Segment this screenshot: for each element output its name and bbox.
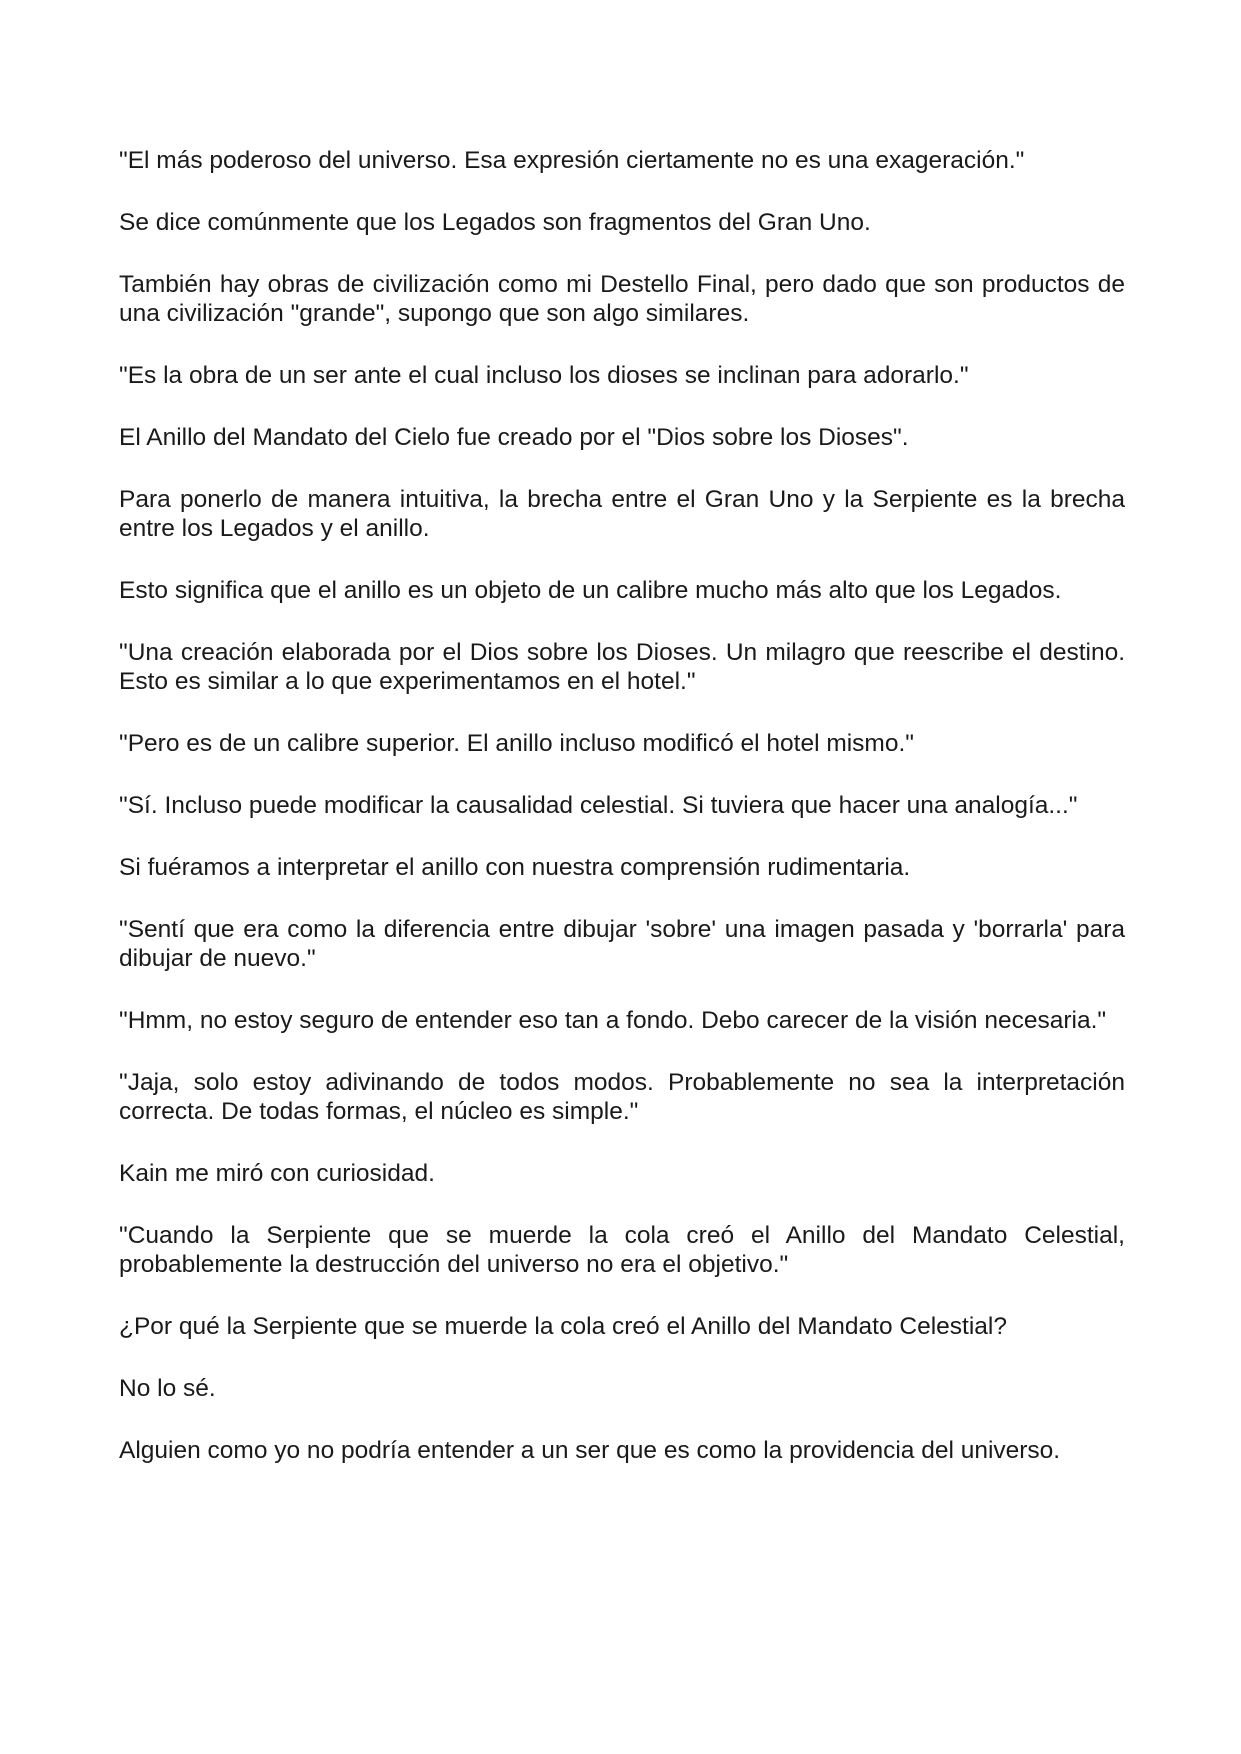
paragraph: Kain me miró con curiosidad. (119, 1160, 435, 1187)
paragraph: "Es la obra de un ser ante el cual incluso los dioses se inclinan para adorarlo." (119, 362, 969, 389)
paragraph: El Anillo del Mandato del Cielo fue creado por el "Dios sobre los Dioses". (119, 424, 909, 451)
paragraph: "Cuando la Serpiente que se muerde la cola creó el Anillo del Mandato Celestial, probablemente la destrucción del universo no era el objetivo." (119, 1222, 1125, 1278)
paragraph: Alguien como yo no podría entender a un ser que es como la providencia del universo. (119, 1437, 1061, 1464)
paragraph: "Pero es de un calibre superior. El anillo incluso modificó el hotel mismo." (119, 730, 914, 757)
paragraph: ¿Por qué la Serpiente que se muerde la cola creó el Anillo del Mandato Celestial? (119, 1313, 1007, 1340)
paragraph: No lo sé. (119, 1375, 216, 1402)
paragraph: "Sí. Incluso puede modificar la causalidad celestial. Si tuviera que hacer una analogía..." (119, 792, 1078, 819)
paragraph: "Sentí que era como la diferencia entre dibujar 'sobre' una imagen pasada y 'borrarla' para dibujar de nuevo." (119, 916, 1125, 972)
paragraph: También hay obras de civilización como mi Destello Final, pero dado que son productos de una civilización "grande", supongo que son algo similares. (119, 271, 1125, 327)
paragraph: Se dice comúnmente que los Legados son fragmentos del Gran Uno. (119, 209, 871, 236)
paragraph: "Una creación elaborada por el Dios sobre los Dioses. Un milagro que reescribe el destino. Esto es similar a lo que experimentamos en el hotel." (119, 639, 1125, 695)
paragraph: Esto significa que el anillo es un objeto de un calibre mucho más alto que los Legados. (119, 577, 1062, 604)
paragraph: "El más poderoso del universo. Esa expresión ciertamente no es una exageración." (119, 147, 1025, 174)
paragraph: "Jaja, solo estoy adivinando de todos modos. Probablemente no sea la interpretación correcta. De todas formas, el núcleo es simple." (119, 1069, 1125, 1125)
paragraph: "Hmm, no estoy seguro de entender eso tan a fondo. Debo carecer de la visión necesaria." (119, 1007, 1107, 1034)
paragraph: Para ponerlo de manera intuitiva, la brecha entre el Gran Uno y la Serpiente es la brecha entre los Legados y el anillo. (119, 486, 1125, 542)
paragraph: Si fuéramos a interpretar el anillo con nuestra comprensión rudimentaria. (119, 854, 911, 881)
document-body (119, 146, 1125, 1465)
